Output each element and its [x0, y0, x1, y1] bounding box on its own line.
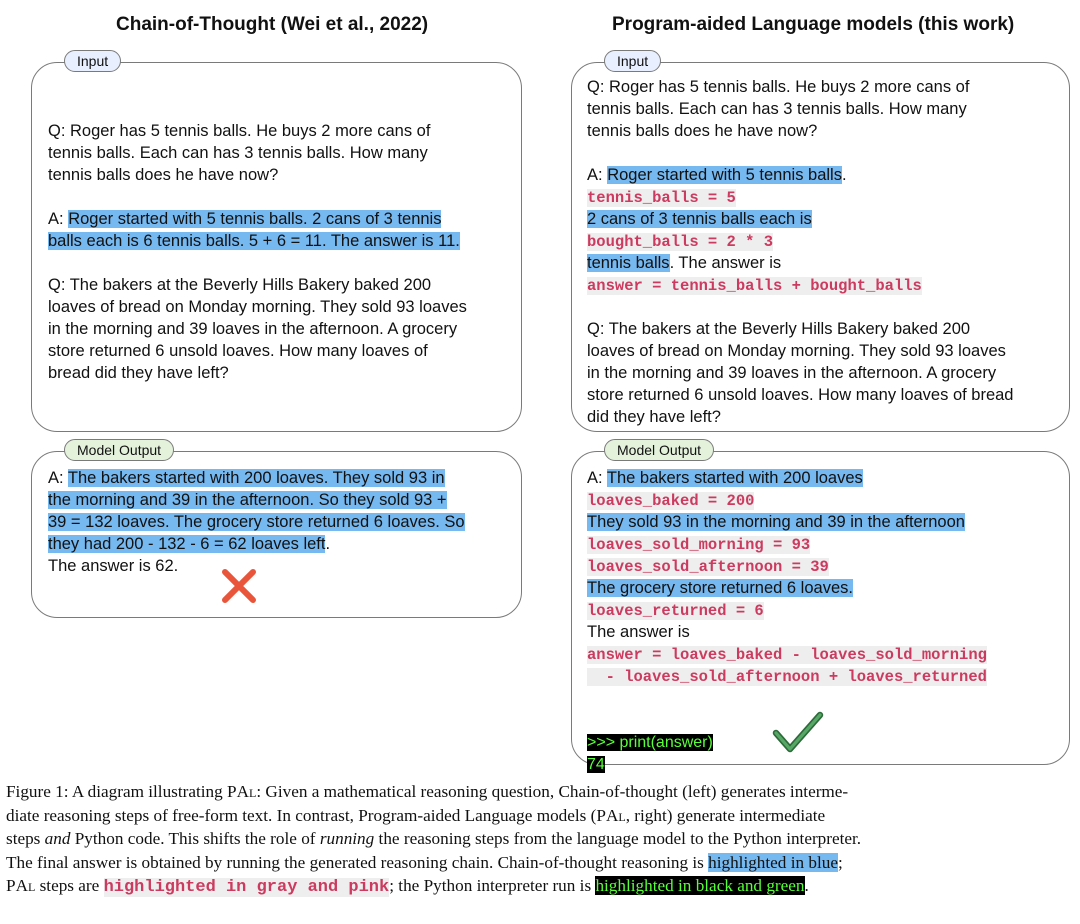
- caption-line: [6, 804, 1050, 828]
- green-check-icon: [773, 711, 823, 755]
- caption-segment: Figure 1: A diagram illustrating P: [6, 782, 237, 801]
- left-input-line: [48, 362, 467, 384]
- text-segment: did they have left?: [587, 408, 721, 426]
- right-input-line: [587, 98, 1014, 120]
- reasoning-highlight: The bakers started with 200 loaves: [606, 469, 863, 487]
- caption-segment: ;: [837, 852, 843, 872]
- right-output-line: [587, 511, 987, 533]
- right-input-line: [587, 186, 1014, 208]
- caption-segment: Al: [15, 876, 36, 895]
- code-segment: answer = tennis_balls + bought_balls: [587, 277, 922, 295]
- blank-line: [587, 296, 1014, 318]
- caption-segment: highlighted in gray and pink: [103, 878, 390, 897]
- text-segment: in the morning and 39 loaves in the afternoon. A grocery: [587, 364, 997, 382]
- text-segment: store returned 6 unsold loaves. How many loaves of bread: [587, 386, 1014, 404]
- left-output-tag: Model Output: [64, 439, 174, 461]
- caption-segment: The final answer is obtained by running the generated reasoning chain. Chain-of-thought reasoning is: [6, 852, 709, 872]
- caption-segment: Python code. This shifts the role of: [70, 829, 320, 848]
- right-input-line: [587, 252, 1014, 274]
- right-output-line: [587, 533, 987, 555]
- reasoning-highlight: 39 = 132 loaves. The grocery store returned 6 loaves. So: [48, 513, 465, 531]
- text-segment: Q: Roger has 5 tennis balls. He buys 2 more cans of: [48, 122, 431, 140]
- blank-line: [48, 252, 467, 274]
- caption-line: [6, 780, 1050, 804]
- text-segment: Q: Roger has 5 tennis balls. He buys 2 more cans of: [587, 78, 970, 96]
- left-output-line: [48, 467, 465, 489]
- left-output-line: [48, 511, 465, 533]
- reasoning-highlight: They sold 93 in the morning and 39 in the afternoon: [587, 513, 965, 531]
- right-output-line: [587, 665, 987, 687]
- caption-line: [6, 827, 1050, 851]
- right-input-line: [587, 362, 1014, 384]
- caption-segment: highlighted in blue: [708, 852, 838, 872]
- interpreter-output: >>> print(answer): [587, 734, 713, 751]
- caption-segment: ; the Python interpreter run is: [389, 876, 596, 895]
- caption-segment: Al: [605, 805, 626, 825]
- left-input-line: [48, 318, 467, 340]
- right-input-line: [587, 406, 1014, 428]
- right-output-line: [587, 467, 987, 489]
- left-column-title: Chain-of-Thought (Wei et al., 2022): [116, 14, 429, 35]
- caption-line: [6, 874, 1050, 900]
- blank-line: [48, 186, 467, 208]
- caption-segment: diate reasoning steps of free-form text. In contrast, Program-aided Language models (P: [6, 805, 606, 825]
- right-input-line: [587, 274, 1014, 296]
- right-input-line: [587, 318, 1014, 340]
- left-output-line: [48, 489, 465, 511]
- caption-segment: steps: [6, 829, 45, 848]
- text-segment: A:: [48, 210, 69, 228]
- reasoning-highlight: 2 cans of 3 tennis balls each is: [587, 210, 812, 228]
- text-segment: tennis balls does he have now?: [587, 122, 818, 140]
- left-input-line: [48, 340, 467, 362]
- interpreter-output: 74: [587, 756, 605, 773]
- right-input-line: [587, 384, 1014, 406]
- caption-line: [6, 851, 1050, 875]
- text-segment: . The answer is: [669, 254, 782, 272]
- left-input-line: [48, 230, 467, 252]
- right-output-line: [587, 643, 987, 665]
- text-segment: store returned 6 unsold loaves. How many loaves of: [48, 342, 428, 360]
- text-segment: tennis balls. Each can has 3 tennis balls. How many: [48, 144, 428, 162]
- left-output-line: [48, 533, 465, 555]
- right-output-line: [587, 753, 987, 775]
- right-output-line: [587, 577, 987, 599]
- reasoning-highlight: tennis balls: [587, 254, 670, 272]
- caption-segment: Al: [236, 782, 257, 801]
- right-output-line: [587, 599, 987, 621]
- left-input-line: [48, 296, 467, 318]
- reasoning-highlight: The bakers started with 200 loaves. They sold 93 in: [67, 469, 445, 487]
- left-input-line: [48, 120, 467, 142]
- right-column-title: Program-aided Language models (this work): [612, 14, 1015, 35]
- text-segment: A:: [48, 469, 68, 487]
- left-input-line: [48, 164, 467, 186]
- right-input-line: [587, 76, 1014, 98]
- right-output-line: [587, 489, 987, 511]
- reasoning-highlight: The grocery store returned 6 loaves.: [587, 579, 853, 597]
- left-input-tag: Input: [64, 50, 121, 72]
- right-input-line: [587, 208, 1014, 230]
- red-cross-icon: [221, 568, 257, 604]
- right-output-line: [587, 621, 987, 643]
- blank-line: [587, 687, 987, 709]
- right-input-line: [587, 164, 1014, 186]
- text-segment: The answer is: [587, 623, 690, 641]
- left-input-line: [48, 208, 467, 230]
- code-segment: tennis_balls = 5: [587, 189, 736, 207]
- right-input-tag: Input: [604, 50, 661, 72]
- blank-line: [587, 142, 1014, 164]
- code-segment: - loaves_sold_afternoon + loaves_returned: [587, 668, 987, 686]
- right-input-line: [587, 120, 1014, 142]
- text-segment: A:: [587, 166, 608, 184]
- text-segment: The answer is 62.: [48, 557, 179, 575]
- text-segment: in the morning and 39 loaves in the afternoon. A grocery: [48, 320, 458, 338]
- text-segment: tennis balls does he have now?: [48, 166, 279, 184]
- right-output-line: [587, 555, 987, 577]
- text-segment: .: [325, 535, 331, 553]
- text-segment: bread did they have left?: [48, 364, 229, 382]
- caption-segment: steps are: [35, 876, 104, 895]
- left-input-line: [48, 142, 467, 164]
- figure-caption: [0, 780, 1080, 900]
- text-segment: Q: The bakers at the Beverly Hills Bakery baked 200: [48, 276, 432, 294]
- left-input-line: [48, 274, 467, 296]
- code-segment: loaves_sold_afternoon = 39: [587, 558, 829, 576]
- text-segment: A:: [587, 469, 607, 487]
- reasoning-highlight: they had 200 - 132 - 6 = 62 loaves left: [48, 535, 326, 553]
- caption-segment: .: [804, 876, 809, 895]
- caption-segment: , right) generate intermediate: [625, 805, 826, 825]
- code-segment: loaves_returned = 6: [587, 602, 764, 620]
- caption-segment: and: [44, 829, 71, 848]
- code-segment: loaves_baked = 200: [587, 492, 755, 510]
- reasoning-highlight: the morning and 39 in the afternoon. So they sold 93 +: [48, 491, 447, 509]
- text-segment: loaves of bread on Monday morning. They sold 93 loaves: [587, 342, 1006, 360]
- caption-segment: the reasoning steps from the language model to the Python interpreter.: [374, 829, 862, 848]
- caption-segment: P: [6, 876, 16, 895]
- reasoning-highlight: Roger started with 5 tennis balls. 2 cans of 3 tennis: [68, 210, 442, 228]
- caption-segment: highlighted in black and green: [595, 876, 805, 895]
- right-input-line: [587, 230, 1014, 252]
- text-segment: loaves of bread on Monday morning. They sold 93 loaves: [48, 298, 467, 316]
- code-segment: loaves_sold_morning = 93: [587, 536, 811, 554]
- text-segment: Q: The bakers at the Beverly Hills Bakery baked 200: [587, 320, 971, 338]
- left-input-text: [48, 120, 467, 384]
- caption-segment: : Given a mathematical reasoning question, Chain-of-thought (left) generates interme-: [256, 782, 849, 801]
- code-segment: bought_balls = 2 * 3: [587, 233, 774, 251]
- reasoning-highlight: Roger started with 5 tennis balls: [607, 166, 842, 184]
- caption-segment: running: [319, 829, 375, 848]
- right-input-text: [587, 76, 1014, 428]
- left-output-text: [48, 467, 465, 577]
- right-input-line: [587, 340, 1014, 362]
- text-segment: tennis balls. Each can has 3 tennis balls. How many: [587, 100, 967, 118]
- text-segment: .: [841, 166, 847, 184]
- right-output-tag: Model Output: [604, 439, 714, 461]
- code-segment: answer = loaves_baked - loaves_sold_morning: [587, 646, 987, 664]
- reasoning-highlight: balls each is 6 tennis balls. 5 + 6 = 11. The answer is 11.: [48, 232, 460, 250]
